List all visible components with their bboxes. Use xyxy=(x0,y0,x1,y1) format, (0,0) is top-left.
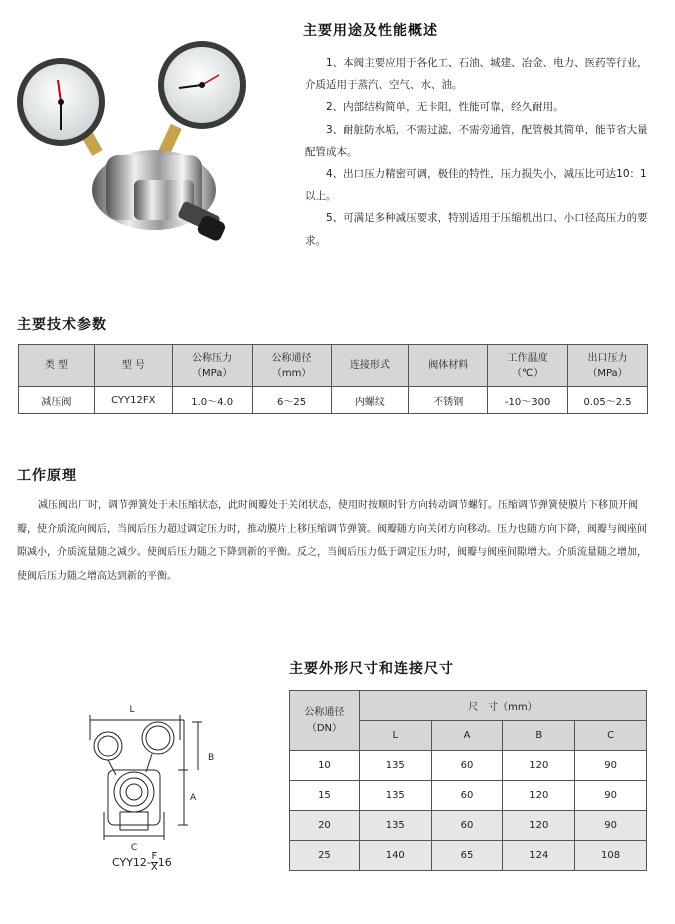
dimension-label-A: A xyxy=(190,793,197,803)
dimensions-table xyxy=(289,690,647,871)
table-row xyxy=(290,781,647,811)
params-cell: -10～300 xyxy=(488,387,568,414)
params-cell: 不锈钢 xyxy=(409,387,488,414)
dims-cell: 10 xyxy=(290,751,360,781)
principle-title: 工作原理 xyxy=(17,468,77,484)
params-table xyxy=(18,344,648,414)
params-title: 主要技术参数 xyxy=(17,317,107,333)
params-header-row xyxy=(19,345,648,387)
dimension-label-B: B xyxy=(208,753,215,763)
valve-product-photo xyxy=(14,40,254,250)
dims-cell: 60 xyxy=(431,811,503,841)
dims-cell: 135 xyxy=(359,811,431,841)
params-header-cell: 连接形式 xyxy=(331,345,409,387)
dims-cell: 20 xyxy=(290,811,360,841)
dims-cell: 90 xyxy=(575,751,647,781)
dims-cell: 25 xyxy=(290,841,360,871)
params-cell: 1.0～4.0 xyxy=(172,387,252,414)
overview-item: 2、内部结构简单，无卡阻，性能可靠，经久耐用。 xyxy=(326,101,564,114)
dimension-label-C: C xyxy=(130,843,138,853)
overview-item: 1、本阀主要应用于各化工、石油、城建、冶金、电力、医药等行业，介质适用于蒸汽、空气、水、油。 xyxy=(305,57,648,92)
dims-cell: 120 xyxy=(503,781,575,811)
params-cell: 0.05～2.5 xyxy=(568,387,648,414)
params-cell: CYY12FX xyxy=(94,387,172,414)
params-cell: 减压阀 xyxy=(19,387,95,414)
dimensions-title: 主要外形尺寸和连接尺寸 xyxy=(289,661,454,677)
params-header-cell: 类 型 xyxy=(19,345,95,387)
dims-col-header: C xyxy=(575,721,647,751)
dims-cell: 120 xyxy=(503,811,575,841)
dims-cell: 90 xyxy=(575,811,647,841)
params-cell: 内螺纹 xyxy=(331,387,409,414)
params-row xyxy=(19,387,648,414)
params-header-cell: 公称压力 （MPa） xyxy=(172,345,252,387)
overview-item: 4、出口压力精密可调，极佳的特性，压力损失小，减压比可达10：1以上。 xyxy=(305,168,647,203)
dims-header-dn: 公称通径 （DN） xyxy=(290,691,360,751)
model-label: CYY12- $\frac{F}{X}$ 16 xyxy=(112,851,172,873)
dims-cell: 108 xyxy=(575,841,647,871)
dims-cell: 15 xyxy=(290,781,360,811)
dimension-drawing xyxy=(80,700,220,870)
table-row xyxy=(290,751,647,781)
params-header-cell: 阀体材料 xyxy=(409,345,488,387)
table-row xyxy=(290,811,647,841)
dims-cell: 60 xyxy=(431,751,503,781)
dims-col-header: B xyxy=(503,721,575,751)
params-header-cell: 型 号 xyxy=(94,345,172,387)
overview-title: 主要用途及性能概述 xyxy=(303,23,438,39)
dims-header-size: 尺 寸（mm） xyxy=(359,691,646,721)
dims-cell: 140 xyxy=(359,841,431,871)
overview-item: 3、耐脏防水垢，不需过滤，不需旁通管，配管极其简单，能节省大量配管成本。 xyxy=(305,123,648,158)
dims-cell: 60 xyxy=(431,781,503,811)
dims-cell: 120 xyxy=(503,751,575,781)
overview-list xyxy=(305,52,650,252)
dimension-label-L: L xyxy=(129,705,135,715)
dims-header-row xyxy=(290,691,647,721)
dims-col-header: L xyxy=(359,721,431,751)
dims-cell: 135 xyxy=(359,751,431,781)
overview-item: 5、可满足多种减压要求，特别适用于压缩机出口、小口径高压力的要求。 xyxy=(305,212,648,247)
dims-col-header: A xyxy=(431,721,503,751)
params-cell: 6～25 xyxy=(252,387,331,414)
table-row xyxy=(290,841,647,871)
dims-cell: 65 xyxy=(431,841,503,871)
dims-cell: 90 xyxy=(575,781,647,811)
params-header-cell: 出口压力 （MPa） xyxy=(568,345,648,387)
params-header-cell: 工作温度 （℃） xyxy=(488,345,568,387)
principle-text: 减压阀出厂时，调节弹簧处于未压缩状态，此时阀瓣处于关闭状态，使用时按顺时针方向转动调节螺钉。压缩调节弹簧使膜片下移顶开阀瓣，使介质流向阀后，当阀后压力超过调定压力时，推动膜片上移压缩调节弹簧。阀瓣随方向关闭方向移动。压力也随方向下降，阀瓣与阀座间隙减小，介质流量随之减少。使阀后压力随之下降到新的平衡。反之，当阀后压力低于调定压力时，阀瓣与阀座间隙增大。介质流量随之增加，使阀后压力随之增高达到新的平衡。 xyxy=(17,500,647,582)
dims-cell: 135 xyxy=(359,781,431,811)
dims-cell: 124 xyxy=(503,841,575,871)
params-header-cell: 公称通径 （mm） xyxy=(252,345,331,387)
